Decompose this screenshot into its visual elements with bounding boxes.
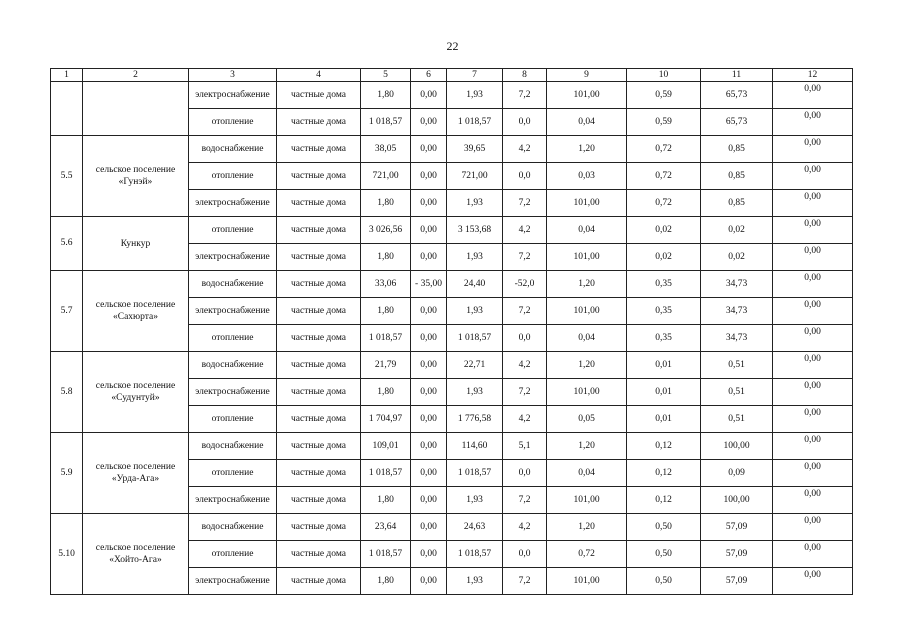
data-cell: 1,80 [361, 298, 411, 325]
column-number-cell: 9 [547, 69, 627, 82]
data-cell: электроснабжение [189, 82, 277, 109]
data-cell: 100,00 [701, 487, 773, 514]
data-cell: водоснабжение [189, 433, 277, 460]
data-cell: водоснабжение [189, 352, 277, 379]
data-cell: 1,80 [361, 568, 411, 595]
item-number-cell: 5.9 [51, 433, 83, 514]
data-cell: 0,00 [773, 271, 853, 298]
column-number-cell: 1 [51, 69, 83, 82]
data-cell: 0,00 [773, 352, 853, 379]
data-cell: 101,00 [547, 190, 627, 217]
data-cell: 0,0 [503, 109, 547, 136]
data-cell: 1,93 [447, 487, 503, 514]
data-cell: электроснабжение [189, 244, 277, 271]
data-cell: 1 018,57 [447, 541, 503, 568]
data-cell: 0,85 [701, 136, 773, 163]
data-cell: 4,2 [503, 406, 547, 433]
data-cell: 0,04 [547, 460, 627, 487]
data-cell: 0,72 [627, 163, 701, 190]
data-cell: 4,2 [503, 352, 547, 379]
data-cell: 0,00 [773, 163, 853, 190]
data-cell: отопление [189, 109, 277, 136]
data-cell: 7,2 [503, 82, 547, 109]
data-cell: 0,59 [627, 82, 701, 109]
data-cell: 0,00 [773, 325, 853, 352]
column-number-cell: 2 [83, 69, 189, 82]
data-cell: 721,00 [361, 163, 411, 190]
data-cell: 24,63 [447, 514, 503, 541]
item-number-cell: 5.5 [51, 136, 83, 217]
table-row [51, 271, 853, 298]
data-cell: частные дома [277, 487, 361, 514]
data-cell: частные дома [277, 136, 361, 163]
data-cell: 0,00 [773, 568, 853, 595]
data-cell: отопление [189, 460, 277, 487]
data-cell: 1,20 [547, 136, 627, 163]
data-cell: 1,93 [447, 298, 503, 325]
data-cell: 0,50 [627, 568, 701, 595]
data-cell: 0,00 [411, 190, 447, 217]
data-cell: 1 018,57 [361, 109, 411, 136]
data-cell: -52,0 [503, 271, 547, 298]
data-cell: 57,09 [701, 541, 773, 568]
data-cell: 1,80 [361, 487, 411, 514]
data-cell: водоснабжение [189, 514, 277, 541]
data-cell: 0,00 [773, 379, 853, 406]
data-cell: 721,00 [447, 163, 503, 190]
data-cell: 0,09 [701, 460, 773, 487]
data-cell: 0,0 [503, 541, 547, 568]
data-cell: отопление [189, 325, 277, 352]
data-cell: 0,12 [627, 487, 701, 514]
data-cell: 0,00 [411, 433, 447, 460]
data-cell: 0,05 [547, 406, 627, 433]
data-cell: 0,01 [627, 352, 701, 379]
data-cell: 0,04 [547, 109, 627, 136]
settlement-name-cell [83, 82, 189, 136]
data-cell: 0,02 [627, 244, 701, 271]
data-cell: 24,40 [447, 271, 503, 298]
data-cell: 101,00 [547, 82, 627, 109]
column-number-cell: 10 [627, 69, 701, 82]
data-cell: 0,00 [411, 406, 447, 433]
data-cell: 0,00 [411, 460, 447, 487]
data-cell: - 35,00 [411, 271, 447, 298]
data-cell: 34,73 [701, 325, 773, 352]
data-cell: 0,0 [503, 325, 547, 352]
data-cell: 0,00 [773, 217, 853, 244]
data-cell: отопление [189, 217, 277, 244]
data-cell: 0,51 [701, 379, 773, 406]
data-cell: 4,2 [503, 514, 547, 541]
column-number-row [51, 69, 853, 82]
data-cell: 1,80 [361, 379, 411, 406]
data-cell: 0,00 [411, 109, 447, 136]
data-cell: 7,2 [503, 244, 547, 271]
data-cell: 1,20 [547, 271, 627, 298]
item-number-cell [51, 82, 83, 136]
data-cell: электроснабжение [189, 298, 277, 325]
data-cell: 7,2 [503, 379, 547, 406]
data-cell: 0,85 [701, 190, 773, 217]
data-cell: 0,00 [773, 514, 853, 541]
data-cell: 0,50 [627, 514, 701, 541]
data-cell: 1 018,57 [361, 325, 411, 352]
data-cell: отопление [189, 541, 277, 568]
table-row [51, 352, 853, 379]
data-cell: 7,2 [503, 298, 547, 325]
column-number-cell: 4 [277, 69, 361, 82]
data-cell: 0,00 [411, 163, 447, 190]
data-cell: 0,00 [411, 487, 447, 514]
data-cell: 109,01 [361, 433, 411, 460]
table-row [51, 514, 853, 541]
column-number-cell: 7 [447, 69, 503, 82]
page-number: 22 [446, 39, 459, 53]
data-cell: 0,0 [503, 163, 547, 190]
settlement-name-cell: сельское поселение «Урда-Ага» [83, 433, 189, 514]
data-cell: 0,72 [627, 136, 701, 163]
data-cell: 0,00 [411, 244, 447, 271]
data-cell: частные дома [277, 190, 361, 217]
data-cell: 0,12 [627, 460, 701, 487]
data-cell: 1 018,57 [361, 460, 411, 487]
data-cell: 34,73 [701, 271, 773, 298]
data-cell: 0,01 [627, 379, 701, 406]
data-cell: 1,93 [447, 244, 503, 271]
data-cell: 0,00 [773, 433, 853, 460]
item-number-cell: 5.7 [51, 271, 83, 352]
data-cell: 0,35 [627, 298, 701, 325]
data-cell: 0,00 [411, 541, 447, 568]
data-cell: водоснабжение [189, 271, 277, 298]
data-cell: частные дома [277, 568, 361, 595]
data-cell: 57,09 [701, 514, 773, 541]
data-cell: 0,59 [627, 109, 701, 136]
settlement-name-cell: Кункур [83, 217, 189, 271]
data-cell: частные дома [277, 433, 361, 460]
data-cell: 7,2 [503, 190, 547, 217]
data-cell: 0,02 [701, 217, 773, 244]
data-cell: водоснабжение [189, 136, 277, 163]
data-cell: частные дома [277, 82, 361, 109]
data-cell: 0,85 [701, 163, 773, 190]
data-cell: 0,04 [547, 325, 627, 352]
data-cell: частные дома [277, 298, 361, 325]
data-cell: 0,01 [627, 406, 701, 433]
data-cell: 0,35 [627, 271, 701, 298]
settlement-name-cell: сельское поселение «Сахюрта» [83, 271, 189, 352]
data-cell: 0,00 [773, 487, 853, 514]
data-cell: 5,1 [503, 433, 547, 460]
data-cell: частные дома [277, 541, 361, 568]
data-cell: 1,93 [447, 568, 503, 595]
data-cell: 0,00 [773, 244, 853, 271]
column-number-cell: 3 [189, 69, 277, 82]
data-cell: 1 704,97 [361, 406, 411, 433]
data-cell: 7,2 [503, 568, 547, 595]
data-cell: 34,73 [701, 298, 773, 325]
data-cell: 0,00 [411, 325, 447, 352]
data-cell: 1 018,57 [447, 460, 503, 487]
data-cell: 101,00 [547, 487, 627, 514]
data-cell: 1 018,57 [361, 541, 411, 568]
table-row [51, 82, 853, 109]
table-row [51, 136, 853, 163]
data-cell: 0,51 [701, 352, 773, 379]
data-cell: 0,00 [411, 352, 447, 379]
data-cell: 39,65 [447, 136, 503, 163]
data-cell: 0,00 [411, 298, 447, 325]
data-cell: 0,04 [547, 217, 627, 244]
data-cell: 1,20 [547, 352, 627, 379]
data-cell: электроснабжение [189, 379, 277, 406]
data-cell: 0,00 [773, 82, 853, 109]
data-cell: частные дома [277, 514, 361, 541]
data-cell: частные дома [277, 325, 361, 352]
data-cell: 0,00 [411, 82, 447, 109]
data-cell: 101,00 [547, 568, 627, 595]
item-number-cell: 5.8 [51, 352, 83, 433]
data-cell: 1,93 [447, 82, 503, 109]
column-number-cell: 6 [411, 69, 447, 82]
data-cell: 1,80 [361, 244, 411, 271]
data-cell: 0,00 [773, 541, 853, 568]
data-cell: 7,2 [503, 487, 547, 514]
data-cell: 0,00 [411, 514, 447, 541]
data-cell: 0,51 [701, 406, 773, 433]
column-number-cell: 11 [701, 69, 773, 82]
data-cell: 1 018,57 [447, 109, 503, 136]
data-cell: 65,73 [701, 109, 773, 136]
data-cell: 0,00 [773, 460, 853, 487]
data-cell: 3 026,56 [361, 217, 411, 244]
data-cell: 1,93 [447, 190, 503, 217]
data-cell: 21,79 [361, 352, 411, 379]
item-number-cell: 5.10 [51, 514, 83, 595]
data-cell: 65,73 [701, 82, 773, 109]
data-cell: частные дома [277, 109, 361, 136]
data-cell: 1,93 [447, 379, 503, 406]
data-cell: 0,00 [773, 190, 853, 217]
data-cell: 101,00 [547, 244, 627, 271]
data-cell: частные дома [277, 271, 361, 298]
data-cell: 0,12 [627, 433, 701, 460]
data-cell: частные дома [277, 244, 361, 271]
column-number-cell: 8 [503, 69, 547, 82]
data-cell: 0,00 [411, 379, 447, 406]
data-cell: 38,05 [361, 136, 411, 163]
data-cell: 22,71 [447, 352, 503, 379]
data-cell: 0,35 [627, 325, 701, 352]
data-cell: 0,0 [503, 460, 547, 487]
data-cell: 101,00 [547, 379, 627, 406]
data-cell: 23,64 [361, 514, 411, 541]
data-cell: 57,09 [701, 568, 773, 595]
data-cell: 0,50 [627, 541, 701, 568]
data-cell: 114,60 [447, 433, 503, 460]
data-cell: 0,02 [701, 244, 773, 271]
data-cell: 0,00 [773, 136, 853, 163]
data-cell: электроснабжение [189, 487, 277, 514]
data-cell: частные дома [277, 163, 361, 190]
data-cell: 0,00 [773, 298, 853, 325]
column-number-cell: 12 [773, 69, 853, 82]
data-cell: 1,80 [361, 190, 411, 217]
data-cell: 4,2 [503, 217, 547, 244]
data-cell: 0,00 [773, 406, 853, 433]
settlement-name-cell: сельское поселение «Гунэй» [83, 136, 189, 217]
column-number-cell: 5 [361, 69, 411, 82]
data-cell: 0,00 [411, 568, 447, 595]
data-cell: 4,2 [503, 136, 547, 163]
data-cell: 0,03 [547, 163, 627, 190]
data-cell: отопление [189, 163, 277, 190]
data-cell: 101,00 [547, 298, 627, 325]
data-cell: электроснабжение [189, 568, 277, 595]
settlement-name-cell: сельское поселение «Судунтуй» [83, 352, 189, 433]
data-cell: 3 153,68 [447, 217, 503, 244]
data-cell: частные дома [277, 352, 361, 379]
data-cell: 0,02 [627, 217, 701, 244]
data-cell: частные дома [277, 217, 361, 244]
tariff-table [50, 68, 853, 595]
data-cell: 1 776,58 [447, 406, 503, 433]
settlement-name-cell: сельское поселение «Хойто-Ага» [83, 514, 189, 595]
data-cell: 33,06 [361, 271, 411, 298]
data-cell: 0,72 [547, 541, 627, 568]
data-cell: частные дома [277, 460, 361, 487]
data-cell: электроснабжение [189, 190, 277, 217]
data-cell: 1 018,57 [447, 325, 503, 352]
data-cell: 100,00 [701, 433, 773, 460]
data-cell: 1,20 [547, 433, 627, 460]
data-cell: отопление [189, 406, 277, 433]
data-cell: 1,80 [361, 82, 411, 109]
data-cell: 0,72 [627, 190, 701, 217]
item-number-cell: 5.6 [51, 217, 83, 271]
table-row [51, 433, 853, 460]
data-cell: 0,00 [411, 217, 447, 244]
data-cell: 1,20 [547, 514, 627, 541]
data-cell: частные дома [277, 379, 361, 406]
data-cell: 0,00 [773, 109, 853, 136]
data-cell: 0,00 [411, 136, 447, 163]
table-row [51, 217, 853, 244]
data-cell: частные дома [277, 406, 361, 433]
